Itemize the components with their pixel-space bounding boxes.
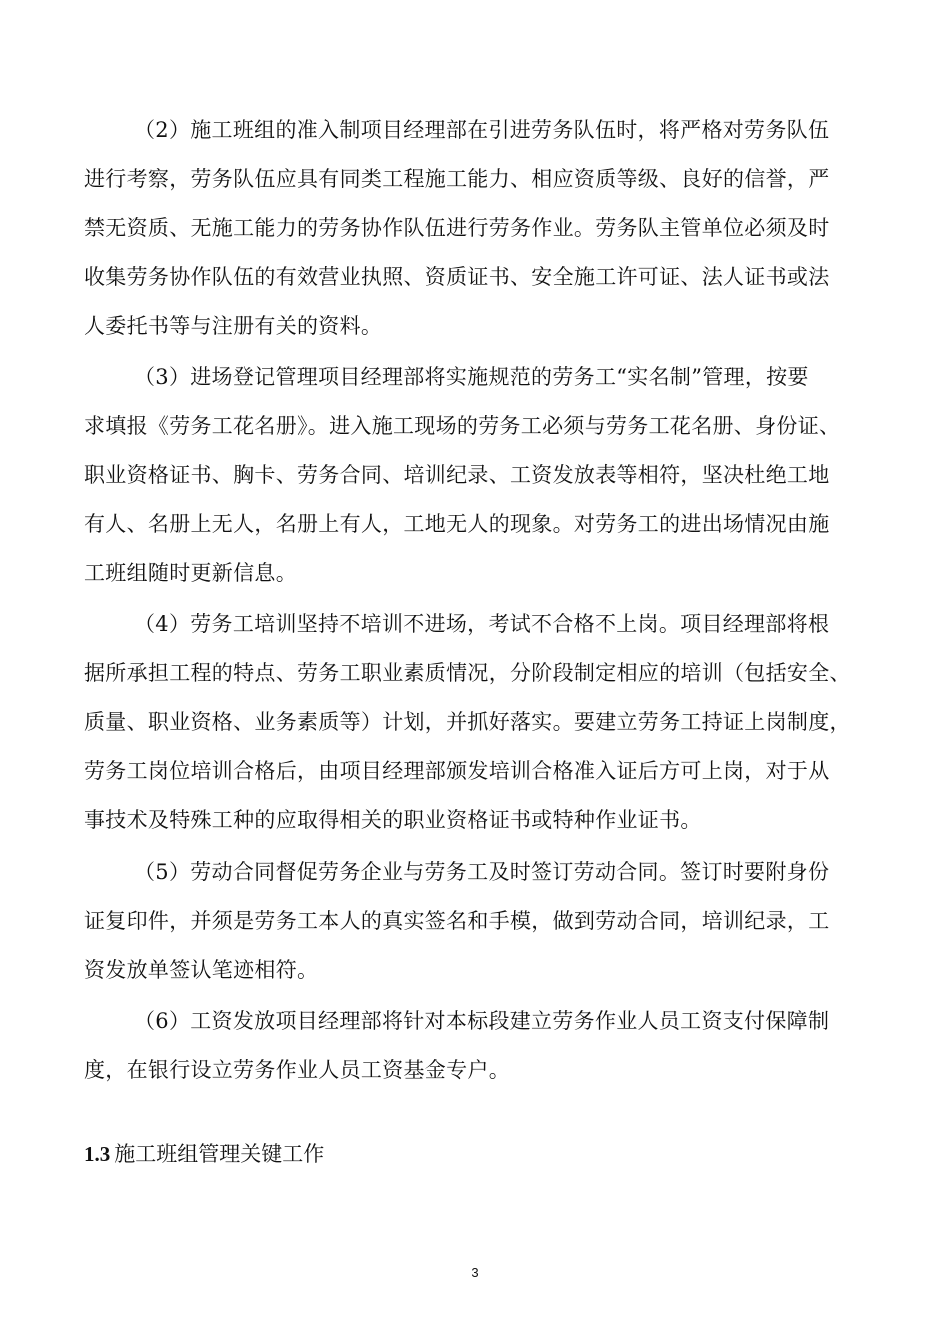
text-line: （2）施工班组的准入制项目经理部在引进劳务队伍时，将严格对劳务队伍 xyxy=(134,118,830,142)
paragraph-4 xyxy=(84,606,884,851)
text-line: （6）工资发放项目经理部将针对本标段建立劳务作业人员工资支付保障制 xyxy=(134,1009,830,1033)
paragraph-2 xyxy=(84,112,884,357)
text-line: 据所承担工程的特点、劳务工职业素质情况，分阶段制定相应的培训（包括安全、 xyxy=(84,661,851,685)
text-line: 禁无资质、无施工能力的劳务协作队伍进行劳务作业。劳务队主管单位必须及时 xyxy=(84,216,830,240)
text-line: 资发放单签认笔迹相符。 xyxy=(84,958,319,982)
section-title: 施工班组管理关键工作 xyxy=(114,1142,325,1166)
text-line: 有人、名册上无人，名册上有人，工地无人的现象。对劳务工的进出场情况由施 xyxy=(84,512,830,536)
text-line: 工班组随时更新信息。 xyxy=(84,561,297,585)
text-line: 劳务工岗位培训合格后，由项目经理部颁发培训合格准入证后方可上岗，对于从 xyxy=(84,759,830,783)
paragraph-6 xyxy=(84,1003,884,1101)
text-line: （4）劳务工培训坚持不培训不进场，考试不合格不上岗。项目经理部将根 xyxy=(134,612,830,636)
text-line: 人委托书等与注册有关的资料。 xyxy=(84,314,383,338)
paragraph-5 xyxy=(84,854,884,1001)
text-line: 度，在银行设立劳务作业人员工资基金专户。 xyxy=(84,1058,510,1082)
text-line: 职业资格证书、胸卡、劳务合同、培训纪录、工资发放表等相符，坚决杜绝工地 xyxy=(84,463,830,487)
page-number: 3 xyxy=(471,1265,479,1280)
section-number: 1.3 xyxy=(84,1142,111,1166)
text-line: 求填报《劳务工花名册》。进入施工现场的劳务工必须与劳务工花名册、身份证、 xyxy=(84,414,841,438)
text-line: 质量、职业资格、业务素质等）计划，并抓好落实。要建立劳务工持证上岗制度， xyxy=(84,710,851,734)
text-line: 事技术及特殊工种的应取得相关的职业资格证书或特种作业证书。 xyxy=(84,808,702,832)
paragraph-3 xyxy=(84,359,884,604)
text-line: （3）进场登记管理项目经理部将实施规范的劳务工“实名制”管理，按要 xyxy=(134,365,809,389)
text-line: （5）劳动合同督促劳务企业与劳务工及时签订劳动合同。签订时要附身份 xyxy=(134,860,830,884)
text-line: 收集劳务协作队伍的有效营业执照、资质证书、安全施工许可证、法人证书或法 xyxy=(84,265,830,289)
section-heading xyxy=(84,1136,324,1172)
text-line: 进行考察，劳务队伍应具有同类工程施工能力、相应资质等级、良好的信誉，严 xyxy=(84,167,830,191)
text-line: 证复印件，并须是劳务工本人的真实签名和手模，做到劳动合同，培训纪录，工 xyxy=(84,909,830,933)
